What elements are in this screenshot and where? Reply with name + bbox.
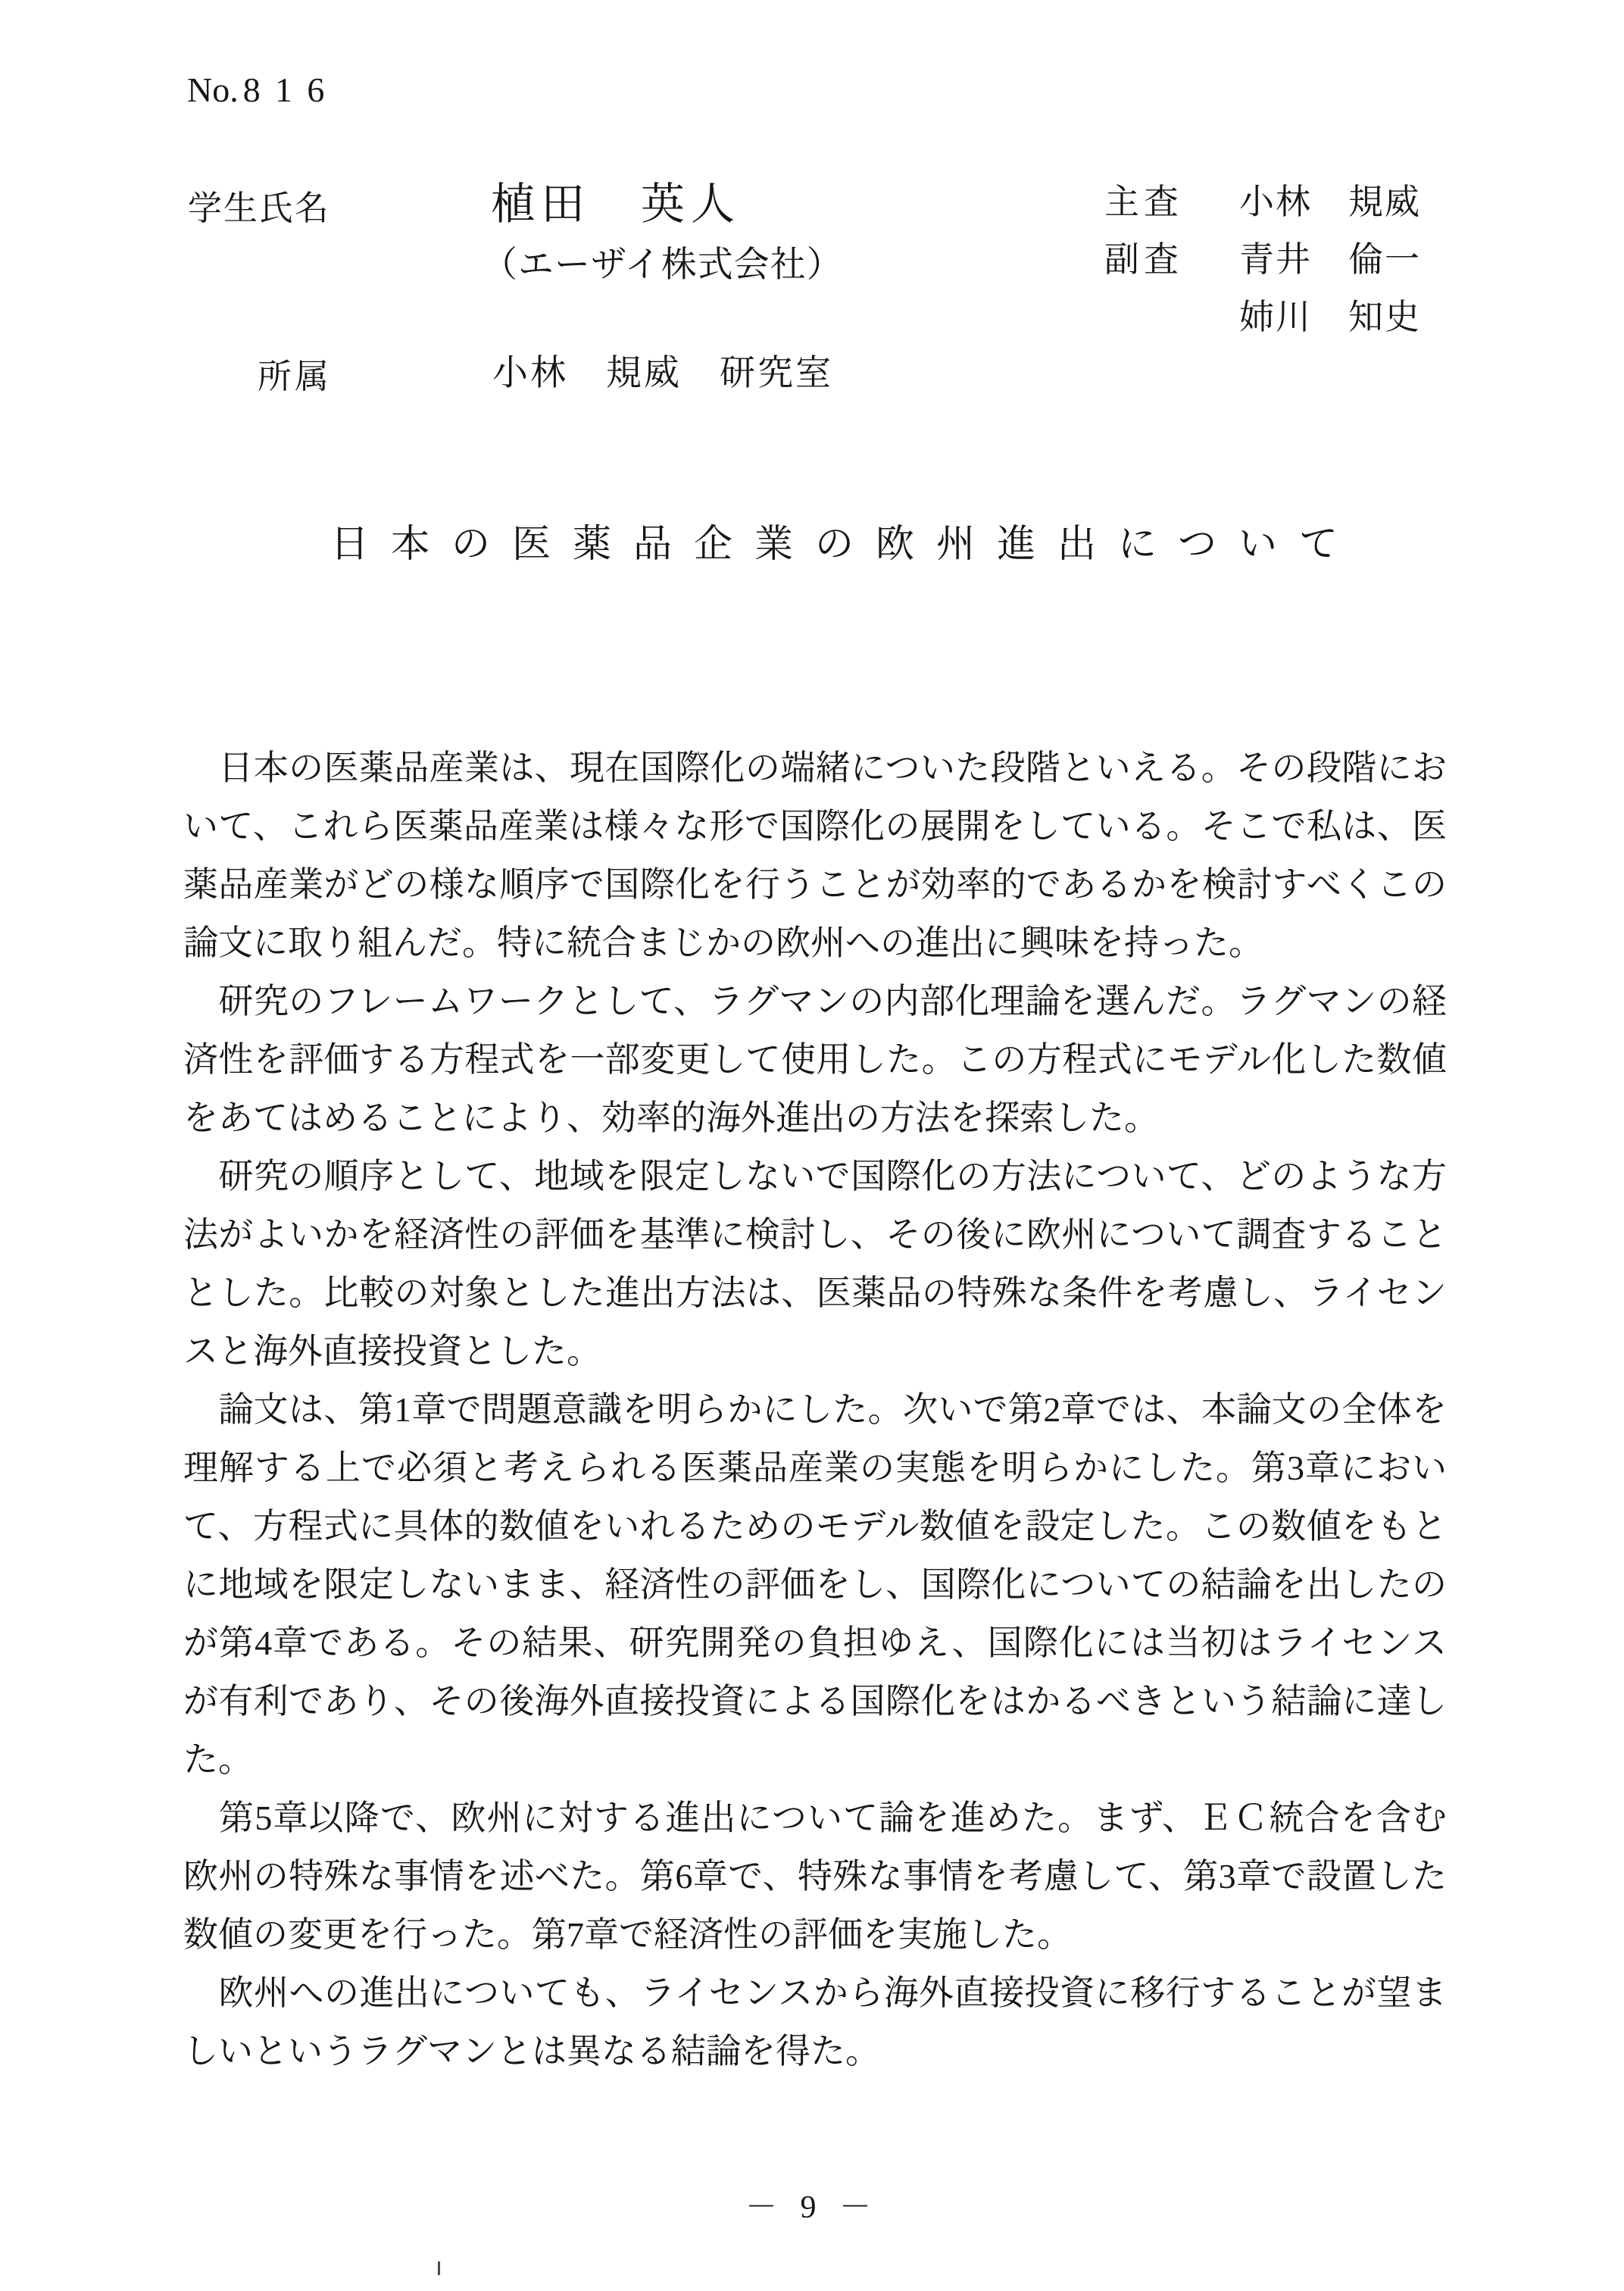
examiner-name: 青井 倫一: [1239, 240, 1421, 279]
examiner-row: [1104, 289, 1421, 347]
scan-speck: [438, 2261, 440, 2275]
document-number-label: No.: [187, 70, 239, 109]
student-name-label: 学生氏名: [188, 189, 331, 227]
examiner-name: 姉川 知史: [1239, 298, 1421, 336]
document-title: 日本の医薬品企業の欧州進出について: [330, 524, 1360, 566]
examiner-row: [1104, 232, 1421, 289]
abstract-paragraph: 研究の順序として、地域を限定しないで国際化の方法について、どのような方法がよいかを経済性の評価を基準に検討し、その後に欧州について調査することとした。比較の対象とした進出方法は、医薬品の特殊な条件を考慮し、ライセンスと海外直接投資とした。: [183, 1157, 1447, 1371]
abstract-paragraph: 日本の医薬品産業は、現在国際化の端緒についた段階といえる。その段階において、これら医薬品産業は様々な形で国際化の展開をしている。そこで私は、医薬品産業がどの様な順序で国際化を行うことが効率的であるかを検討すべくこの論文に取り組んだ。特に統合まじかの欧州への進出に興味を持った。: [183, 749, 1447, 962]
affiliation-value: 小林 規威 研究室: [492, 354, 833, 393]
affiliation-label: 所属: [258, 358, 333, 395]
abstract-paragraph: 欧州への進出についても、ライセンスから海外直接投資に移行することが望ましいというラグマンとは異なる結論を得た。: [183, 1974, 1447, 2071]
abstract-paragraph: 論文は、第1章で問題意識を明らかにした。次いで第2章では、本論文の全体を理解する上で必須と考えられる医薬品産業の実態を明らかにした。第3章において、方程式に具体的数値をいれるためのモデル数値を設定した。この数値をもとに地域を限定しないまま、経済性の評価をし、国際化についての結論を出したのが第4章である。その結果、研究開発の負担ゆえ、国際化には当初はライセンスが有利であり、その後海外直接投資による国際化をはかるべきという結論に達した。: [183, 1390, 1448, 1779]
abstract-paragraph: 第5章以降で、欧州に対する進出について論を進めた。まず、ＥＣ統合を含む欧州の特殊な事情を述べた。第6章で、特殊な事情を考慮して、第3章で設置した数値の変更を行った。第7章で経済性の評価を実施した。: [183, 1799, 1447, 1954]
document-number-digits: 816: [242, 70, 339, 109]
student-name: 植田 英人: [491, 180, 742, 229]
abstract-body: [183, 739, 1447, 2080]
document-number: [187, 70, 339, 110]
examiner-role: 主査: [1104, 183, 1183, 221]
student-company: （エーザイ株式会社）: [482, 245, 843, 285]
examiner-row: [1104, 174, 1421, 232]
examiner-list: [1104, 174, 1421, 347]
examiner-name: 小林 規威: [1239, 183, 1421, 221]
examiner-role: 副査: [1104, 240, 1183, 279]
abstract-paragraph: 研究のフレームワークとして、ラグマンの内部化理論を選んだ。ラグマンの経済性を評価する方程式を一部変更して使用した。この方程式にモデル化した数値をあてはめることにより、効率的海外進出の方法を探索した。: [183, 982, 1447, 1137]
page-number: － 9 －: [745, 2190, 879, 2225]
